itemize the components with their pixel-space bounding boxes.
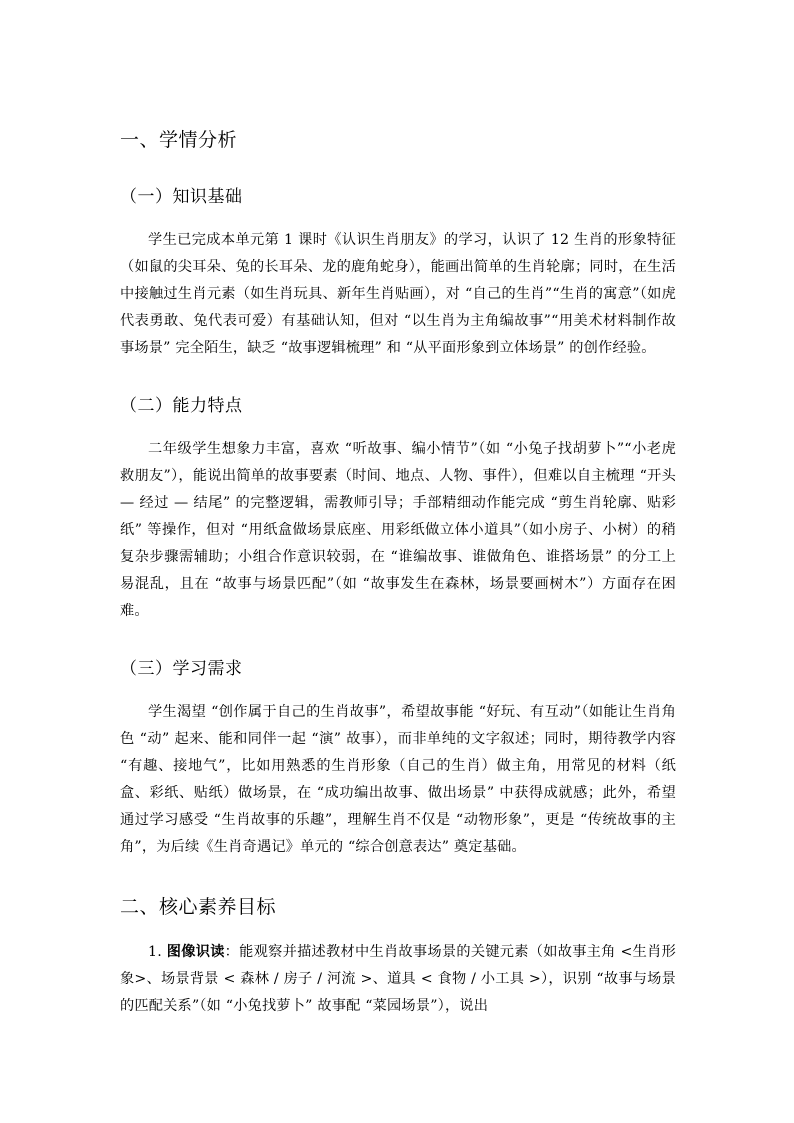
goal-item-image-reading	[120, 939, 676, 1020]
paragraph-learning-needs: 学生渴望 “创作属于自己的生肖故事”，希望故事能 “好玩、有互动”（如能让生肖角色 “动” 起来、能和同伴一起 “演” 故事），而非单纯的文字叙述；同时，期待教学内容 “有趣、接地气”，比如用熟悉的生肖形象（自己的生肖）做主角，用常见的材料（纸盒、彩纸、贴纸）做场景，在 “成功编出故事、做出场景” 中获得成就感；此外，希望通过学习感受 “生肖故事的乐趣”，理解生肖不仅是 “动物形象”，更是 “传统故事的主角”，为后续《生肖奇遇记》单元的 “综合创意表达” 奠定基础。	[120, 704, 676, 855]
section-heading-learning-analysis: 一、学情分析	[120, 129, 238, 151]
subheading-learning-needs: （三）学习需求	[120, 659, 243, 679]
subheading-ability-traits: （二）能力特点	[120, 396, 243, 416]
goal-item-number: 1.	[148, 944, 162, 960]
subheading-knowledge-foundation: （一）知识基础	[120, 187, 243, 207]
paragraph-knowledge-foundation: 学生已完成本单元第 1 课时《认识生肖朋友》的学习，认识了 12 生肖的形象特征（如鼠的尖耳朵、兔的长耳朵、龙的鹿角蛇身），能画出简单的生肖轮廓；同时，在生活中接触过生肖元素（如生肖玩具、新年生肖贴画），对 “自己的生肖”“生肖的寓意”（如虎代表勇敢、兔代表可爱）有基础认知，但对 “以生肖为主角编故事”“用美术材料制作故事场景” 完全陌生，缺乏 “故事逻辑梳理” 和 “从平面形象到立体场景” 的创作经验。	[120, 232, 676, 356]
paragraph-ability-traits: 二年级学生想象力丰富，喜欢 “听故事、编小情节”（如 “小兔子找胡萝卜”“小老虎救朋友”），能说出简单的故事要素（时间、地点、人物、事件），但难以自主梳理 “开头 — 经过 — 结尾” 的完整逻辑，需教师引导；手部精细动作能完成 “剪生肖轮廓、贴彩纸” 等操作，但对 “用纸盒做场景底座、用彩纸做立体小道具”（如小房子、小树）的稍复杂步骤需辅助；小组合作意识较弱，在 “谁编故事、谁做角色、谁搭场景” 的分工上易混乱，且在 “故事与场景匹配”（如 “故事发生在森林，场景要画树木”）方面存在困难。	[120, 441, 676, 619]
goal-item-text: ：能观察并描述教材中生肖故事场景的关键元素（如故事主角 <生肖形象>、场景背景 < 森林 / 房子 / 河流 >、道具 < 食物 / 小工具 >），识别 “故事与场景的匹配关系”（如 “小兔找萝卜” 故事配 “菜园场景”），说出	[120, 944, 676, 1014]
goal-item-keyword: 图像识读	[166, 944, 225, 960]
section-heading-core-literacy-goals: 二、核心素养目标	[120, 896, 277, 918]
